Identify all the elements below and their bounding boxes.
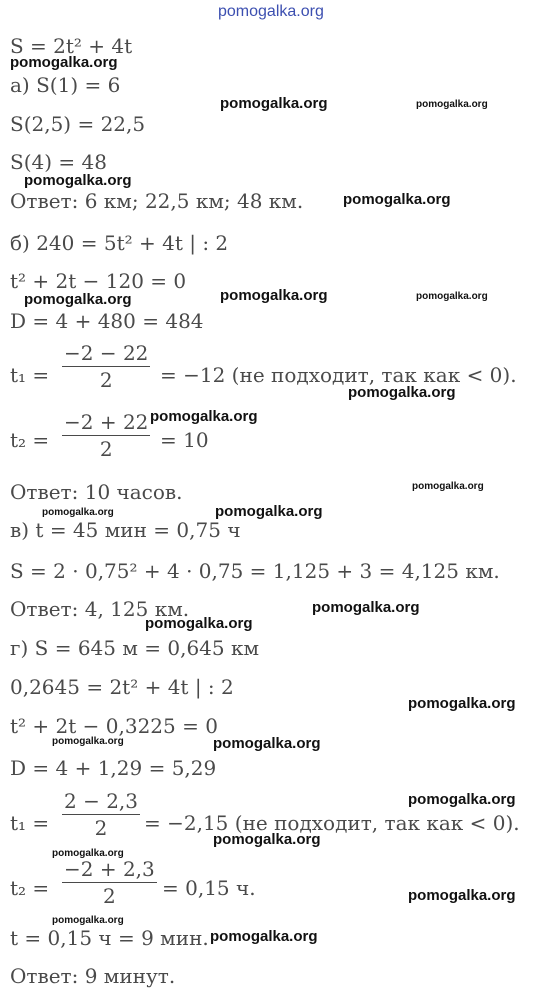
watermark: pomogalka.org (145, 615, 253, 632)
part-g-t1-result: = −2,15 (не подходит, так как < 0). (144, 811, 520, 835)
part-g-line1: г) S = 645 м = 0,645 км (10, 636, 260, 660)
part-b-line2: t² + 2t − 120 = 0 (10, 269, 187, 293)
part-b-t1-denominator: 2 (99, 368, 113, 392)
part-g-line5: t = 0,15 ч = 9 мин. (10, 926, 209, 950)
part-v-line2: S = 2 · 0,75² + 4 · 0,75 = 1,125 + 3 = 4,125 км. (10, 559, 500, 583)
watermark: pomogalka.org (215, 503, 323, 520)
part-g-t2-numerator: −2 + 2,3 (64, 857, 155, 881)
part-b-t1-fraction (62, 343, 150, 390)
watermark: pomogalka.org (220, 287, 328, 304)
part-v-line1: в) t = 45 мин = 0,75 ч (10, 518, 241, 542)
watermark: pomogalka.org (24, 172, 132, 189)
part-b-line1: б) 240 = 5t² + 4t | : 2 (10, 231, 229, 255)
watermark: pomogalka.org (42, 507, 114, 518)
watermark: pomogalka.org (348, 384, 456, 401)
part-a-line1: а) S(1) = 6 (10, 73, 121, 97)
watermark: pomogalka.org (52, 915, 124, 926)
part-g-t1-denominator: 2 (94, 816, 108, 840)
part-g-line4: D = 4 + 1,29 = 5,29 (10, 756, 217, 780)
part-b-t1-label: t₁ = (10, 363, 50, 387)
part-a-answer: Ответ: 6 км; 22,5 км; 48 км. (10, 189, 304, 213)
part-b-t2-fraction (62, 412, 150, 459)
watermark: pomogalka.org (150, 408, 258, 425)
part-a-line3: S(4) = 48 (10, 150, 107, 174)
watermark: pomogalka.org (412, 481, 484, 492)
part-b-t2-numerator: −2 + 22 (64, 410, 149, 434)
formula: S = 2t² + 4t (10, 34, 133, 58)
part-b-t1-result: = −12 (не подходит, так как < 0). (160, 363, 517, 387)
watermark: pomogalka.org (416, 99, 488, 110)
watermark: pomogalka.org (343, 191, 451, 208)
watermark-top: pomogalka.org (218, 3, 324, 20)
part-v-answer: Ответ: 4, 125 км. (10, 597, 190, 621)
watermark: pomogalka.org (220, 95, 328, 112)
watermark: pomogalka.org (408, 695, 516, 712)
part-g-t2-denominator: 2 (103, 884, 116, 908)
part-b-t2-label: t₂ = (10, 428, 50, 452)
watermark: pomogalka.org (24, 291, 132, 308)
watermark: pomogalka.org (213, 735, 321, 752)
part-g-t2-label: t₂ = (10, 876, 50, 900)
part-g-line3: t² + 2t − 0,3225 = 0 (10, 714, 218, 738)
watermark: pomogalka.org (416, 291, 488, 302)
part-b-answer: Ответ: 10 часов. (10, 480, 183, 504)
part-g-t1-fraction (62, 791, 140, 838)
watermark: pomogalka.org (10, 54, 118, 71)
part-g-line2: 0,2645 = 2t² + 4t | : 2 (10, 675, 234, 699)
part-b-t2-denominator: 2 (99, 437, 113, 461)
part-b-t2-result: = 10 (160, 428, 209, 452)
part-g-t1-numerator: 2 − 2,3 (64, 789, 139, 813)
watermark: pomogalka.org (210, 928, 318, 945)
part-g-answer: Ответ: 9 минут. (10, 964, 176, 988)
part-a-line2: S(2,5) = 22,5 (10, 112, 146, 136)
watermark: pomogalka.org (408, 887, 516, 904)
watermark: pomogalka.org (213, 831, 321, 848)
part-g-t2-result: = 0,15 ч. (162, 876, 256, 900)
part-b-t1-numerator: −2 − 22 (64, 341, 149, 365)
watermark: pomogalka.org (408, 791, 516, 808)
part-g-t2-fraction (62, 859, 157, 906)
watermark: pomogalka.org (52, 736, 124, 747)
watermark: pomogalka.org (52, 848, 124, 859)
part-b-line3: D = 4 + 480 = 484 (10, 309, 204, 333)
part-g-t1-label: t₁ = (10, 811, 50, 835)
watermark: pomogalka.org (312, 599, 420, 616)
